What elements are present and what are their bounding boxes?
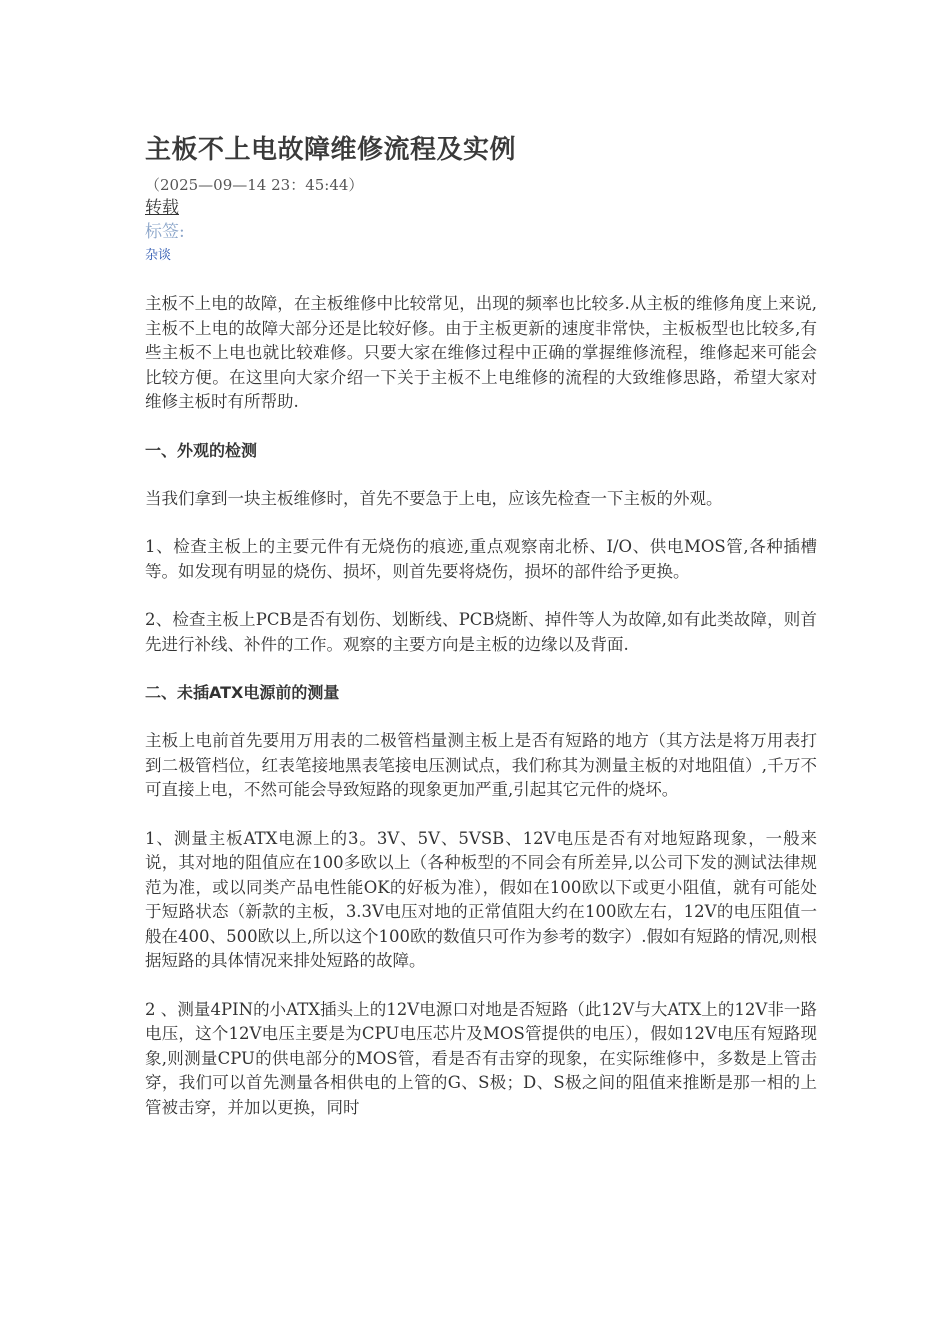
paragraph: 2、检查主板上PCB是否有划伤、划断线、PCB烧断、掉件等人为故障,如有此类故障，则首先进行补线、补件的工作。观察的主要方向是主板的边缘以及背面. [145,610,817,654]
article [145,132,817,1144]
paragraph: 当我们拿到一块主板维修时，首先不要急于上电，应该先检查一下主板的外观。 [145,488,723,508]
paragraph: 1、测量主板ATX电源上的3。3V、5V、5VSB、12V电压是否有对地短路现象，一般来说，其对地的阻值应在100多欧以上（各种板型的不同会有所差异,以公司下发的测试法律规范为准，或以同类产品电性能OK的好板为准），假如在100欧以下或更小阻值，就有可能处于短路状态（新款的主板，3.3V电压对地的正常值阻大约在100欧左右，12V的电压阻值一般在400、500欧以上,所以这个100欧的数值只可作为参考的数字）.假如有短路的情况,则根据短路的具体情况来排处短路的故障。 [145,828,817,970]
tags-label: 标签: [145,222,185,242]
article-body [145,292,817,1120]
paragraph: 主板不上电的故障，在主板维修中比较常见，出现的频率也比较多.从主板的维修角度上来说,主板不上电的故障大部分还是比较好修。由于主板更新的速度非常快，主板板型也比较多,有些主板不上电也就比较难修。只要大家在维修过程中正确的掌握维修流程，维修起来可能会比较方便。在这里向大家介绍一下关于主板不上电维修的流程的大致维修思路，希望大家对维修主板时有所帮助. [145,294,817,411]
paragraph: 2 、测量4PIN的小ATX插头上的12V电源口对地是否短路（此12V与大ATX上的12V非一路电压，这个12V电压主要是为CPU电压芯片及MOS管提供的电压），假如12V电压有短路现象,则测量CPU的供电部分的MOS管，看是否有击穿的现象，在实际维修中，多数是上管击穿，我们可以首先测量各相供电的上管的G、S极；D、S极之间的阻值来推断是那一相的上管被击穿，并加以更换，同时 [145,999,817,1117]
paragraph: 1、检查主板上的主要元件有无烧伤的痕迹,重点观察南北桥、I/O、供电MOS管,各种插槽等。如发现有明显的烧伤、损坏，则首先要将烧伤，损坏的部件给予更换。 [145,537,817,581]
article-title: 主板不上电故障维修流程及实例 [145,135,517,165]
section-heading: 二、未插ATX电源前的测量 [145,683,340,702]
repost-link[interactable]: 转载 [145,198,179,218]
tag-link[interactable]: 杂谈 [145,248,172,263]
article-date: （2025—09—14 23：45:44） [145,176,364,194]
section-heading: 一、外观的检测 [145,440,258,460]
paragraph: 主板上电前首先要用万用表的二极管档量测主板上是否有短路的地方（其方法是将万用表打到二极管档位，红表笔接地黑表笔接电压测试点，我们称其为测量主板的对地阻值）,千万不可直接上电，不然可能会导致短路的现象更加严重,引起其它元件的烧坏。 [145,731,817,799]
